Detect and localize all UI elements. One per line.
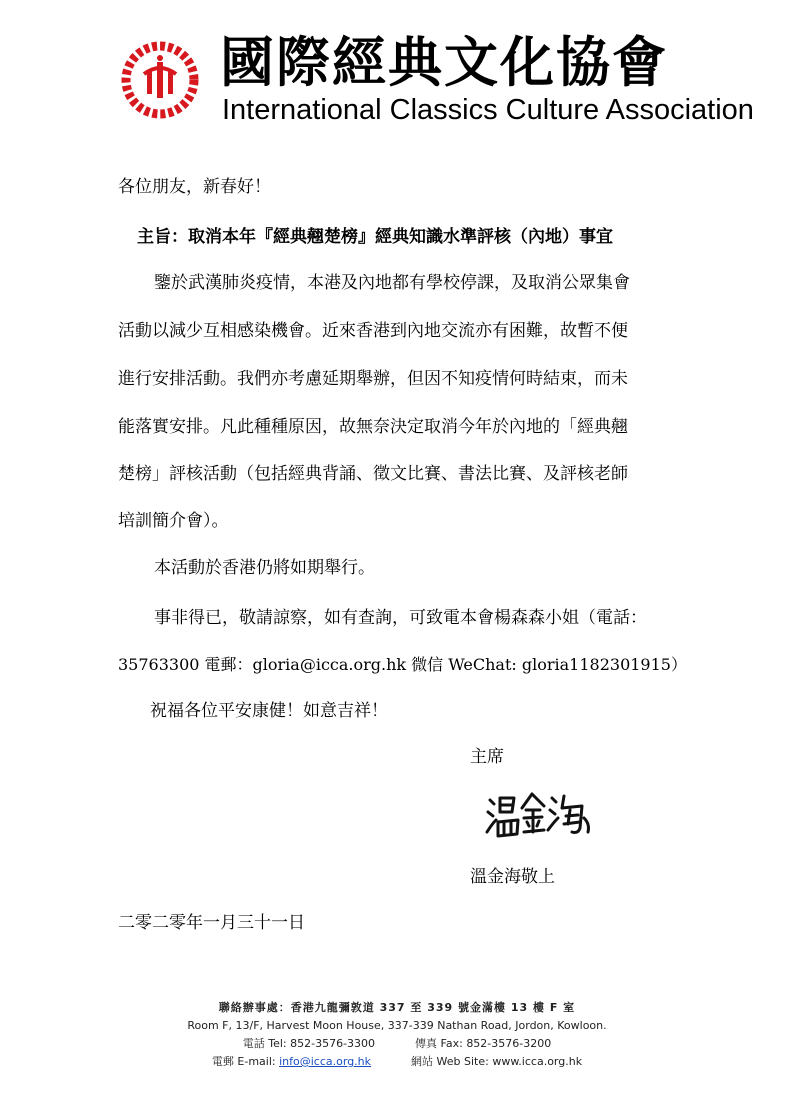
paragraph-line: 35763300 電郵：gloria@icca.org.hk 微信 WeChat: gloria1182301915） bbox=[118, 655, 687, 674]
paragraph-line: 楚榜」評核活動（包括經典背誦、徵文比賽、書法比賽、及評核老師 bbox=[118, 464, 628, 484]
org-name-english: International Classics Culture Association bbox=[222, 94, 754, 126]
handwritten-signature bbox=[484, 788, 594, 843]
paragraph-2: 本活動於香港仍將如期舉行。 bbox=[154, 558, 375, 578]
org-name-chinese: 國際經典文化協會 bbox=[220, 30, 668, 94]
letterhead-footer bbox=[0, 999, 794, 1071]
letterhead bbox=[120, 30, 754, 132]
paragraph-line: 鑒於武漢肺炎疫情，本港及內地都有學校停課，及取消公眾集會 bbox=[154, 273, 630, 293]
footer-tel: 電話 Tel: 852-3576-3300 bbox=[242, 1037, 376, 1050]
footer-phone-fax bbox=[0, 1035, 794, 1053]
paragraph-line: 培訓簡介會）。 bbox=[118, 511, 229, 531]
paragraph-line: 活動以減少互相感染機會。近來香港到內地交流亦有困難，故暫不便 bbox=[118, 321, 628, 341]
signer-title: 主席 bbox=[470, 747, 504, 767]
footer-website: 網站 Web Site: www.icca.org.hk bbox=[411, 1055, 583, 1068]
footer-address-chinese: 聯絡辦事處：香港九龍彌敦道 337 至 339 號金滿樓 13 樓 F 室 bbox=[218, 1001, 576, 1014]
footer-fax: 傳真 Fax: 852-3576-3200 bbox=[415, 1037, 552, 1050]
footer-contact bbox=[0, 1053, 794, 1071]
paragraph-line: 進行安排活動。我們亦考慮延期舉辦，但因不知疫情何時結束，而未 bbox=[118, 369, 628, 389]
blessing: 祝福各位平安康健！如意吉祥！ bbox=[150, 701, 388, 721]
greeting: 各位朋友，新春好！ bbox=[118, 177, 271, 197]
association-logo-icon bbox=[120, 40, 200, 120]
footer-email-label: 電郵 E-mail: bbox=[211, 1055, 276, 1068]
paragraph-line: 能落實安排。凡此種種原因，故無奈決定取消今年於內地的「經典翹 bbox=[118, 417, 628, 437]
letter-subject: 主旨：取消本年『經典翹楚榜』經典知識水準評核（內地）事宜 bbox=[137, 227, 613, 247]
paragraph-line: 事非得已，敬請諒察，如有查詢，可致電本會楊森森小姐（電話： bbox=[154, 608, 647, 628]
footer-address-english: Room F, 13/F, Harvest Moon House, 337-339 Nathan Road, Jordon, Kowloon. bbox=[187, 1019, 607, 1032]
footer-email-link[interactable]: info@icca.org.hk bbox=[279, 1055, 372, 1068]
signer-name: 溫金海敬上 bbox=[470, 867, 555, 887]
letter-date: 二零二零年一月三十一日 bbox=[118, 913, 305, 933]
